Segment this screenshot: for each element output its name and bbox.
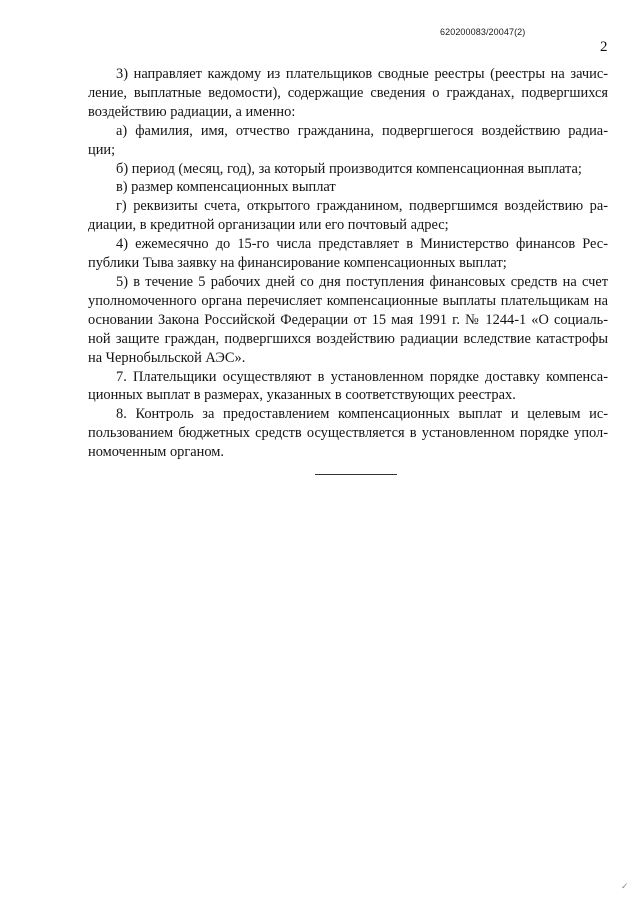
text-line: 3) направляет каждому из плательщиков сводные реестры (реестры на зачис- — [116, 66, 608, 82]
end-separator-line — [315, 474, 397, 475]
text-line: 4) ежемесячно до 15-го числа представляет в Министерство финансов Рес- — [116, 236, 608, 253]
text-line: на Чернобыльской АЭС». — [88, 349, 246, 366]
text-line: номоченным органом. — [88, 444, 224, 461]
text-line: 5) в течение 5 рабочих дней со дня поступления финансовых средств на счет — [116, 273, 608, 290]
text-line: ной защите граждан, подвергшихся воздействию радиации вследствие катастрофы — [88, 330, 608, 347]
text-line: пользованием бюджетных средств осуществляется в установленном порядке упол- — [88, 425, 608, 442]
text-line: публики Тыва заявку на финансирование компенсационных выплат; — [88, 255, 507, 272]
text-line: ление, выплатные ведомости), содержащие сведения о гражданах, подвергшихся — [88, 84, 608, 101]
text-line: г) реквизиты счета, открытого гражданином, подвергшимся воздействию ра- — [116, 198, 608, 215]
scan-corner-mark: ✓ — [621, 882, 629, 892]
text-line: уполномоченного органа перечисляет компенсационные выплаты плательщикам на — [88, 292, 608, 309]
document-body — [88, 65, 608, 462]
page-number: 2 — [600, 39, 608, 55]
text-line: диации, в кредитной организации или его почтовый адрес; — [88, 217, 449, 234]
text-line: воздействию радиации, а именно: — [88, 103, 296, 120]
text-line: б) период (месяц, год), за который производится компенсационная выплата; — [116, 160, 582, 177]
text-line: основании Закона Российской Федерации от 15 мая 1991 г. № 1244-1 «О социаль- — [88, 311, 608, 328]
text-line: ции; — [88, 141, 116, 158]
document-registration-number: 620200083/20047(2) — [440, 27, 526, 37]
text-line: в) размер компенсационных выплат — [116, 179, 336, 196]
text-line: 7. Плательщики осуществляют в установленном порядке доставку компенса- — [116, 368, 608, 385]
text-line: а) фамилия, имя, отчество гражданина, подвергшегося воздействию радиа- — [116, 122, 608, 139]
text-line: ционных выплат в размерах, указанных в соответствующих реестрах. — [88, 387, 516, 404]
text-line: 8. Контроль за предоставлением компенсационных выплат и целевым ис- — [116, 406, 608, 423]
